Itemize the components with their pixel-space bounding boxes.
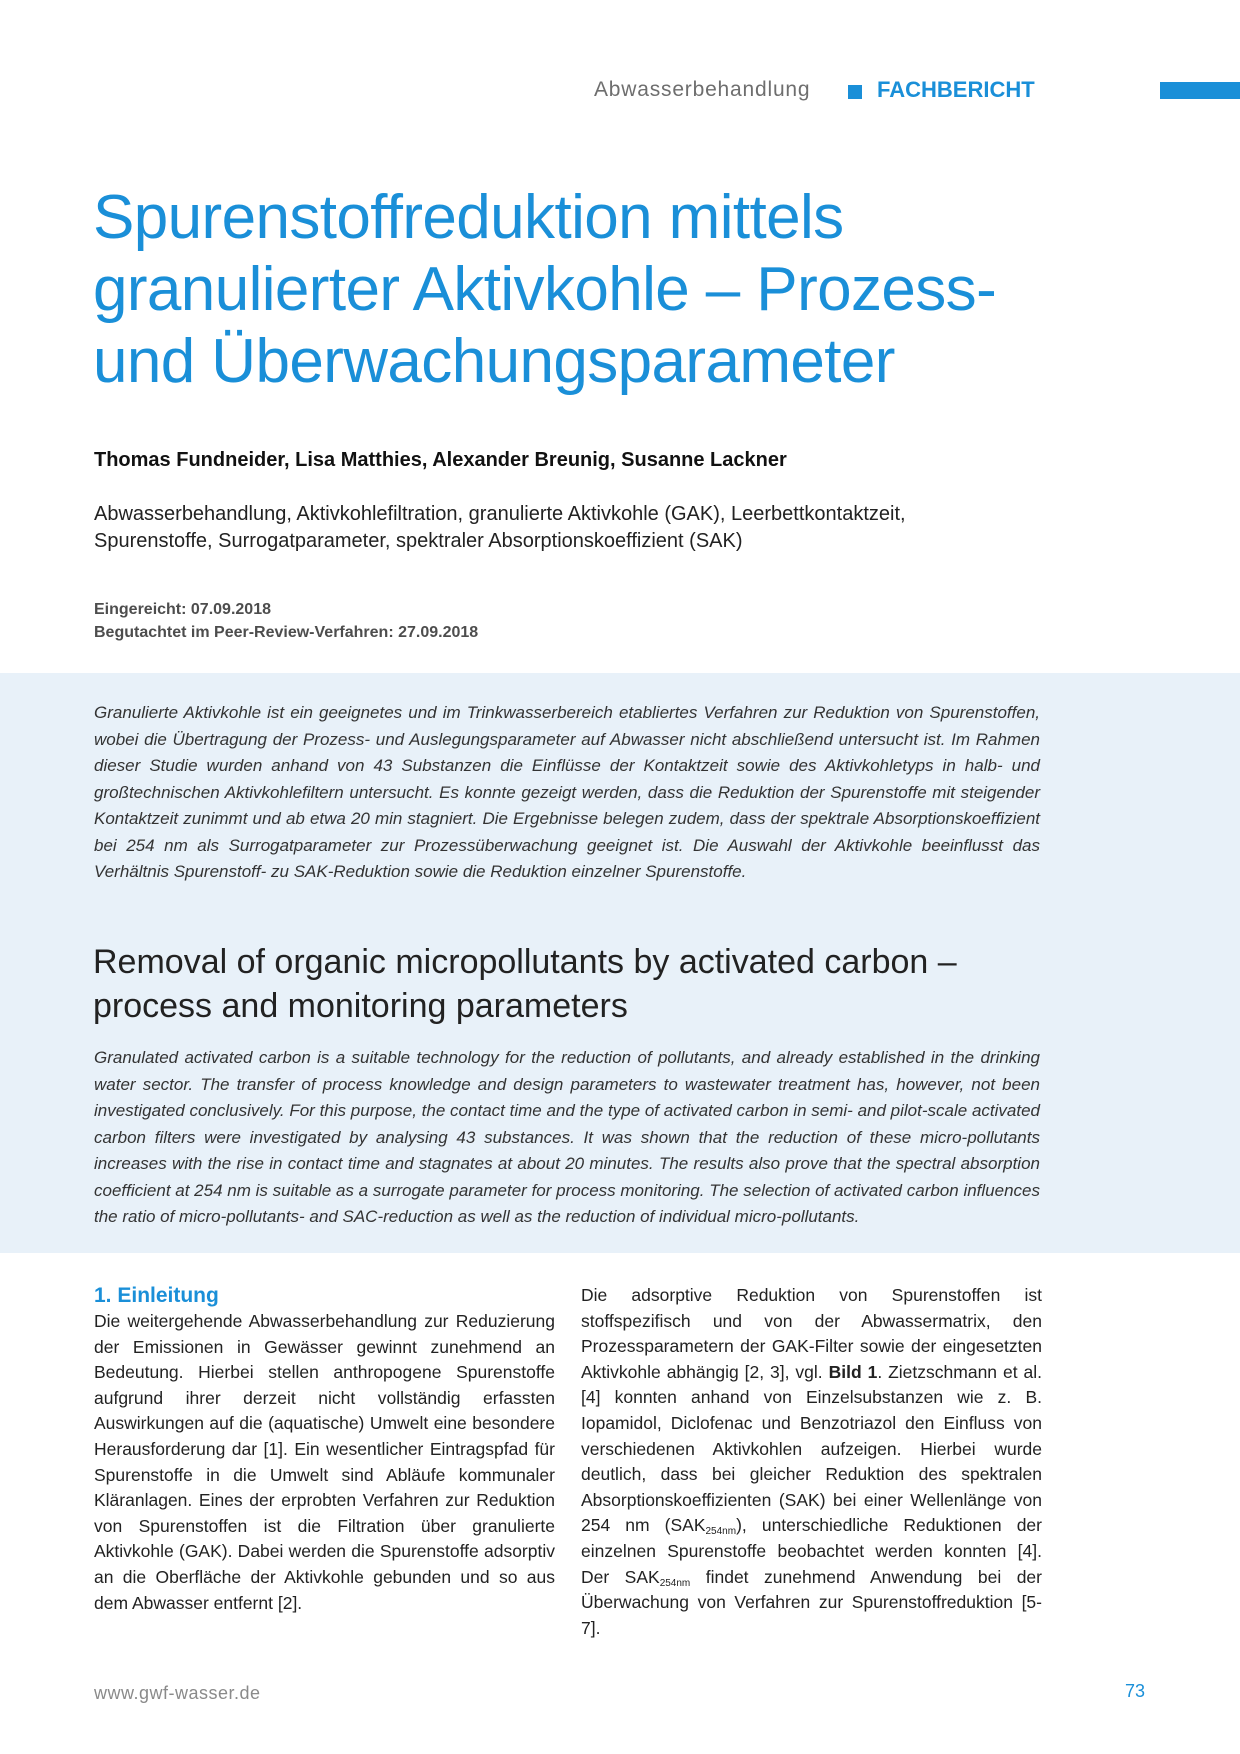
submitted-date: Eingereicht: 07.09.2018 [94,601,271,618]
article-title-line: und Überwachungsparameter [93,327,895,396]
english-title-line: process and monitoring parameters [93,987,628,1025]
article-title-line: Spurenstoffreduktion mittels [93,183,844,252]
body-text-run: Die adsorptive Reduktion von Spurenstoffen ist stoffspezifisch und von der Abwassermatrix, den Prozessparametern der GAK-Filter sowie der eingesetzten Aktivkohle abhängig [2, 3], vgl. [581,1285,1042,1382]
review-date: Begutachtet im Peer-Review-Verfahren: 27.09.2018 [94,624,479,641]
keywords-line: Spurenstoffe, Surrogatparameter, spektraler Absorptionskoeffizient (SAK) [94,530,743,552]
abstract-german: Granulierte Aktivkohle ist ein geeignetes und im Trinkwasserbereich etabliertes Verfahren zur Reduktion von Spurenstoffen, wobei die Übertragung der Prozess- und Auslegungsparameter auf Abwasser nicht abschließend untersucht ist. Im Rahmen dieser Studie wurden anhand von 43 Substanzen die Einflüsse der Kontaktzeit sowie des Aktivkohletyps in halb- und großtechnischen Aktivkohlefiltern untersucht. Es konnte gezeigt werden, dass die Reduktion der Spurenstoffe mit steigender Kontaktzeit zunimmt und ab etwa 20 min stagniert. Die Ergebnisse belegen zudem, dass der spektrale Absorptionskoeffizient bei 254 nm als Surrogatparameter zur Prozessüberwachung geeignet ist. Die Auswahl der Aktivkohle beeinflusst das Verhältnis Spurenstoff- zu SAK-Reduktion sowie die Reduktion einzelner Spurenstoffe. [94,703,1040,881]
subscript: 254nm [659,1577,691,1589]
header-square-marker [848,85,862,99]
body-column-right [581,1283,1042,1641]
figure-reference: Bild 1 [828,1361,878,1382]
body-paragraph: Die weitergehende Abwasserbehandlung zur Reduzierung der Emissionen in Gewässer gewinnt zunehmend an Bedeutung. Hierbei stellen anthropogene Spurenstoffe aufgrund ihrer derzeit nicht vollständig erfassten Auswirkungen auf die (aquatische) Umwelt eine besondere Herausforderung dar [1]. Ein wesentlicher Eintragspfad für Spurenstoffe in die Umwelt sind Abläufe kommunaler Kläranlagen. Eines der erprobten Verfahren zur Reduktion von Spurenstoffen ist die Filtration über granulierte Aktivkohle (GAK). Dabei werden die Spurenstoffe adsorptiv an die Oberfläche der Aktivkohle gebunden und so aus dem Abwasser entfernt [2]. [94,1311,555,1613]
body-column-left [94,1283,555,1616]
running-header-section: Abwasserbehandlung [594,78,811,101]
body-paragraph [581,1283,1042,1641]
subscript: 254nm [705,1526,737,1538]
authors: Thomas Fundneider, Lisa Matthies, Alexander Breunig, Susanne Lackner [94,449,787,471]
english-title-line: Removal of organic micropollutants by activated carbon – [93,943,957,981]
keywords [94,501,1054,555]
english-title [93,940,1053,1028]
footer-url: www.gwf-wasser.de [94,1683,261,1703]
body-text-run: . Zietzschmann et al. [4] konnten anhand von Einzelsubstanzen wie z. B. Iopamidol, Diclofenac und Benzotriazol den Einfluss von verschiedenen Aktivkohlen aufzeigen. Hierbei wurde deutlich, dass bei gleicher Reduktion des spektralen Absorptionskoeffizienten (SAK) bei einer Wellenlänge von 254 nm (SAK [581,1361,1042,1536]
keywords-line: Abwasserbehandlung, Aktivkohlefiltration, granulierte Aktivkohle (GAK), Leerbettkontaktzeit, [94,503,906,525]
page-number: 73 [1125,1681,1146,1701]
abstract-english: Granulated activated carbon is a suitable technology for the reduction of pollutants, and already established in the drinking water sector. The transfer of process knowledge and design parameters to wastewater treatment has, however, not been investigated conclusively. For this purpose, the contact time and the type of activated carbon in semi- and pilot-scale activated carbon filters were investigated by analysing 43 substances. It was shown that the reduction of these micro-pollutants increases with the rise in contact time and stagnates at about 20 minutes. The results also prove that the spectral absorption coefficient at 254 nm is suitable as a surrogate parameter for process monitoring. The selection of activated carbon influences the ratio of micro-pollutants- and SAC-reduction as well as the reduction of individual micro-pollutants. [94,1048,1040,1226]
header-accent-bar [1160,82,1240,99]
running-header-type: FACHBERICHT [877,77,1035,102]
article-title [93,182,1053,398]
body-text-run: ), unterschiedliche Reduktionen der einzelnen Spurenstoffe beobachtet werden konnten [4]. Der SAK [581,1515,1042,1587]
body-text-run: findet zunehmend Anwendung bei der Überwachung von Verfahren zur Spurenstoffreduktion [5-7]. [581,1566,1042,1638]
section-heading: 1. Einleitung [94,1284,219,1307]
article-title-line: granulierter Aktivkohle – Prozess- [93,255,997,324]
